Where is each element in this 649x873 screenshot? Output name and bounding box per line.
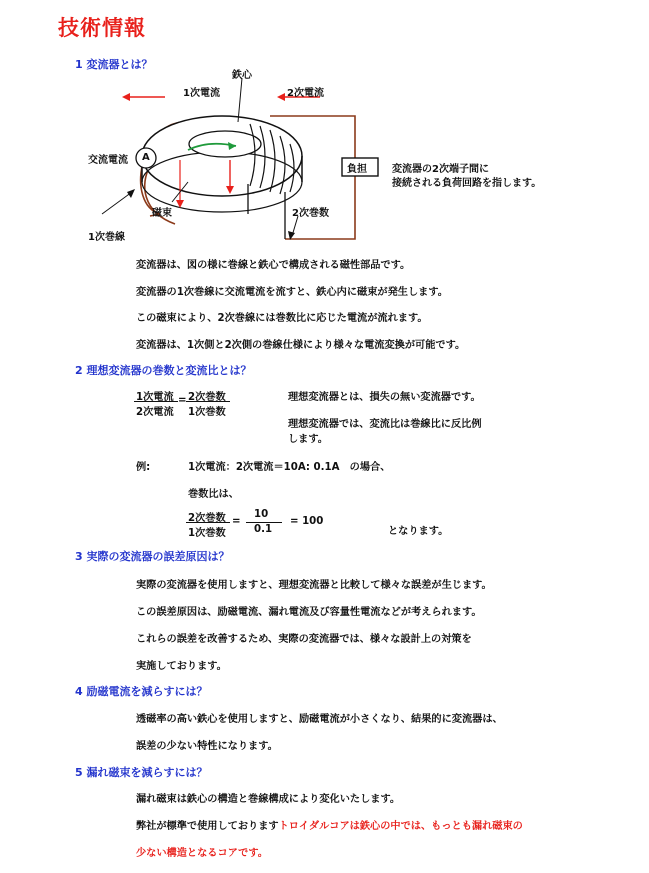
section-3-heading: 3 実際の変流器の誤差原因は？	[75, 550, 230, 563]
section-5-para-2	[136, 817, 523, 832]
section-1-para-3: この磁束により、2次巻線には巻数比に応じた電流が流れます。	[136, 313, 428, 324]
section-1-heading: 1 変流器とは？	[75, 58, 153, 71]
section-1-para-2: 変流器の1次巻線に交流電流を流すと、鉄心内に磁束が発生します。	[136, 287, 448, 298]
ammeter-label: A	[142, 152, 150, 163]
example-tail: となります。	[388, 526, 449, 537]
example-result: = 100	[290, 516, 324, 527]
formula-line-left	[134, 401, 178, 402]
example-line-mid	[246, 522, 282, 523]
section-3-para-2: この誤差原因は、励磁電流、漏れ電流及び容量性電流などが考えられます。	[136, 607, 482, 618]
section-5-highlight-2: 少ない構造となるコアです。	[136, 848, 268, 859]
example-den-mid: 0.1	[254, 524, 273, 535]
example-line-left	[186, 522, 230, 523]
label-primary-winding: 1次巻線	[88, 232, 125, 243]
section-5-para-1: 漏れ磁束は鉄心の構造と巻線構成により変化いたします。	[136, 794, 401, 805]
example-num-left: 2次巻数	[188, 513, 226, 524]
formula-num-left: 1次電流	[136, 392, 174, 403]
burden-note-1: 変流器の2次端子間に	[392, 164, 489, 175]
section-3-para-4: 実施しております。	[136, 661, 227, 672]
example-den-left: 1次巻数	[188, 528, 226, 539]
label-burden: 負担	[347, 164, 367, 175]
section-2-note-3: します。	[288, 434, 328, 445]
example-eq-1: =	[232, 516, 241, 527]
section-4-heading: 4 励磁電流を減らすには？	[75, 685, 208, 698]
section-2-note-2: 理想変流器では、変流比は巻線比に反比例	[288, 419, 482, 430]
label-secondary-winding: 2次巻数	[292, 208, 329, 219]
section-3-para-3: これらの誤差を改善するため、実際の変流器では、様々な設計上の対策を	[136, 634, 472, 645]
formula-den-right: 1次巻数	[188, 407, 226, 418]
section-3-para-1: 実際の変流器を使用しますと、理想変流器と比較して様々な誤差が生じます。	[136, 580, 492, 591]
section-1-para-1: 変流器は、図の様に巻線と鉄心で構成される磁性部品です。	[136, 260, 411, 271]
section-5-highlight-1: トロイダルコアは鉄心の中では、もっとも漏れ磁束の	[278, 821, 523, 832]
label-ac-current: 交流電流	[88, 155, 128, 166]
label-flux: 磁束	[152, 208, 172, 219]
label-primary-current: 1次電流	[183, 88, 220, 99]
label-secondary-current: 2次電流	[287, 88, 324, 99]
section-4-para-2: 誤差の少ない特性になります。	[136, 741, 278, 752]
page-title: 技術情報	[58, 16, 146, 40]
section-5-heading: 5 漏れ磁束を減らすには？	[75, 766, 208, 779]
example-num-mid: 10	[254, 509, 269, 520]
section-4-para-1: 透磁率の高い鉄心を使用しますと、励磁電流が小さくなり、結果的に変流器は、	[136, 714, 503, 725]
example-label: 例:	[136, 462, 151, 473]
section-1-para-4: 変流器は、1次側と2次側の巻線仕様により様々な電流変換が可能です。	[136, 340, 466, 351]
example-line-1: 1次電流：2次電流＝10A: 0.1A の場合、	[188, 462, 391, 473]
section-2-note-1: 理想変流器とは、損失の無い変流器です。	[288, 392, 481, 403]
label-core: 鉄心	[232, 70, 252, 81]
burden-note-2: 接続される負荷回路を指します。	[392, 178, 542, 189]
example-line-2: 巻数比は、	[188, 489, 239, 500]
formula-line-right	[186, 401, 230, 402]
formula-equals: =	[178, 395, 187, 406]
formula-num-right: 2次巻数	[188, 392, 226, 403]
formula-den-left: 2次電流	[136, 407, 174, 418]
section-2-heading: 2 理想変流器の巻数と変流比とは？	[75, 364, 252, 377]
section-5-prefix: 弊社が標準で使用しております	[136, 821, 279, 832]
